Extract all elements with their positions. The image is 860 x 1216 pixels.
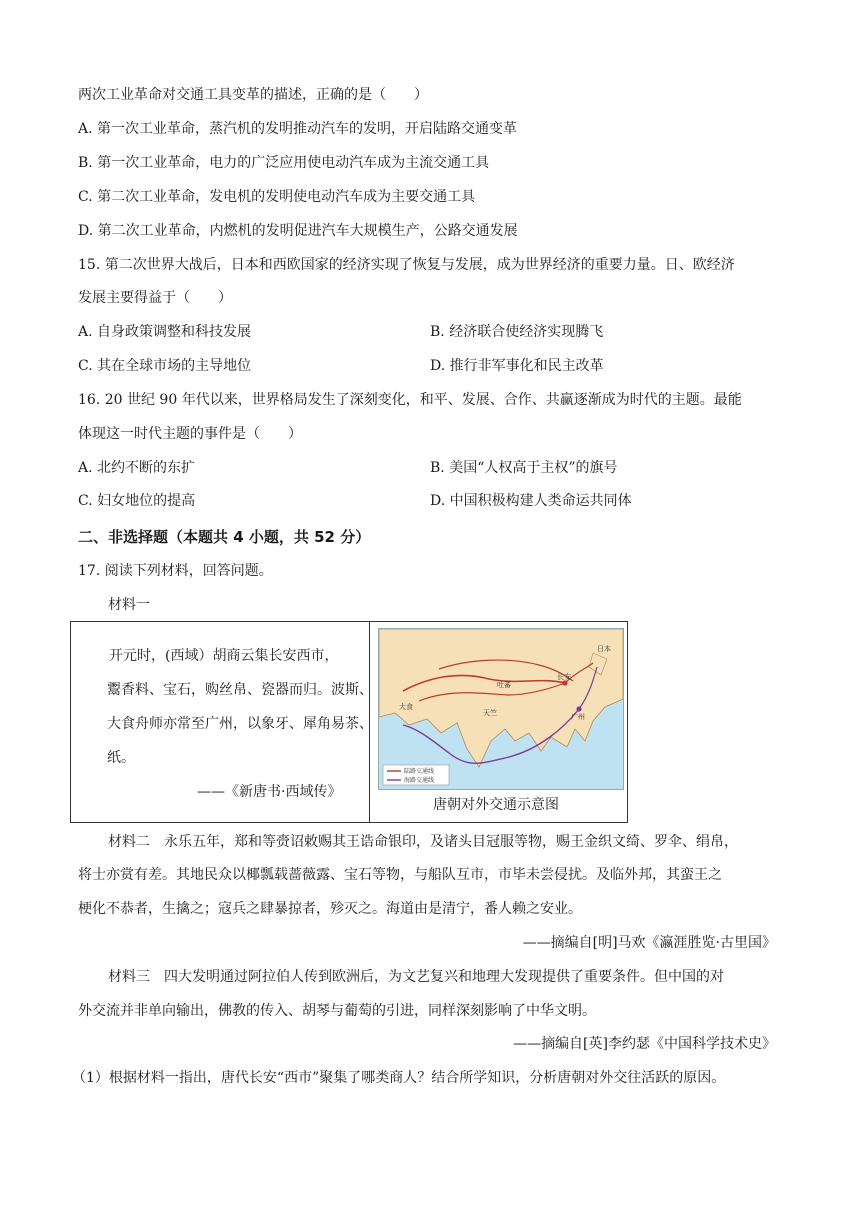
map-label: 日本 [597, 645, 611, 653]
q15-option-b: B. 经济联合使经济实现腾飞 [430, 324, 604, 340]
q15-stem-line2: 发展主要得益于（ ） [78, 290, 232, 306]
q17-stem: 17. 阅读下列材料，回答问题。 [78, 563, 273, 579]
map-city-marker [576, 706, 581, 711]
q14-option-d: D. 第二次工业革命，内燃机的发明促进汽车大规模生产，公路交通发展 [78, 223, 518, 239]
map-caption: 唐朝对外交通示意图 [433, 797, 559, 813]
q14-option-c: C. 第二次工业革命，发电机的发明使电动汽车成为主要交通工具 [78, 189, 476, 205]
q16-option-a: A. 北约不断的东扩 [78, 460, 196, 476]
q15-option-a: A. 自身政策调整和科技发展 [78, 324, 252, 340]
material1-line: 鬻香料、宝石，购丝帛、瓷器而归。波斯、 [107, 682, 373, 698]
q15-stem-line1: 15. 第二次世界大战后，日本和西欧国家的经济实现了恢复与发展，成为世界经济的重要力量。日、欧经济 [78, 257, 735, 273]
q16-stem-line2: 体现这一时代主题的事件是（ ） [78, 426, 302, 442]
material1-label: 材料一 [108, 597, 150, 613]
q16-option-d: D. 中国积极构建人类命运共同体 [430, 493, 632, 509]
material2-line3: 梗化不恭者，生擒之；寇兵之肆暴掠者，殄灭之。海道由是清宁，番人赖之安业。 [78, 901, 582, 917]
map-label: 长安 [557, 673, 571, 681]
material2-source: ——摘编自[明]马欢《瀛涯胜览·古里国》 [522, 935, 776, 951]
subquestion-1: （1）根据材料一指出，唐代长安“西市”聚集了哪类商人？结合所学知识，分析唐朝对外交往活跃的原因。 [72, 1070, 726, 1086]
q14-option-b: B. 第一次工业革命，电力的广泛应用使电动汽车成为主流交通工具 [78, 155, 490, 171]
legend-sea-label: 海路交通线 [404, 777, 435, 784]
map-label: 吐蕃 [497, 681, 511, 689]
map-legend [383, 765, 449, 785]
material2-line1: 材料二 永乐五年，郑和等赍诏敕赐其王诰命银印，及诸头目冠服等物，赐王金织文绮、罗伞、绢帛， [108, 834, 738, 850]
q16-option-c: C. 妇女地位的提高 [78, 493, 196, 509]
q15-option-d: D. 推行非军事化和民主改革 [430, 358, 604, 374]
q16-stem-line1: 16. 20 世纪 90 年代以来，世界格局发生了深刻变化，和平、发展、合作、共赢逐渐成为时代的主题。最能 [78, 392, 742, 408]
q14-option-a: A. 第一次工业革命，蒸汽机的发明推动汽车的发明，开启陆路交通变革 [78, 121, 518, 137]
material3-source: ——摘编自[英]李约瑟《中国科学技术史》 [513, 1036, 776, 1052]
q16-option-b: B. 美国“人权高于主权”的旗号 [430, 460, 618, 476]
material1-line: 开元时，(西域）胡商云集长安西市， [109, 648, 339, 664]
q15-option-c: C. 其在全球市场的主导地位 [78, 358, 252, 374]
material1-line: 纸。 [107, 750, 135, 766]
material3-line2: 外交流并非单向输出，佛教的传入、胡琴与葡萄的引进，同样深刻影响了中华文明。 [78, 1003, 596, 1019]
q14-stem: 两次工业革命对交通工具变革的描述，正确的是（ ） [78, 87, 428, 103]
map-city-marker [562, 680, 567, 685]
material2-line2: 将士亦赏有差。其地民众以椰瓢载蔷薇露、宝石等物，与船队互市，市毕未尝侵扰。及临外邦，其蛮王之 [78, 867, 722, 883]
tang-trade-map [378, 628, 624, 790]
map-label: 天竺 [483, 709, 497, 717]
section-heading: 二、非选择题（本题共 4 小题，共 52 分） [78, 528, 371, 546]
material1-table [70, 621, 628, 823]
map-label: 大食 [399, 703, 413, 711]
legend-land-label: 陆路交通线 [404, 768, 435, 775]
material3-line1: 材料三 四大发明通过阿拉伯人传到欧洲后，为文艺复兴和地理大发现提供了重要条件。但中国的对 [108, 969, 724, 985]
material1-source: ——《新唐书·西域传》 [197, 784, 342, 800]
map-label: 广州 [571, 713, 585, 721]
material1-line: 大食舟师亦常至广州，以象牙、犀角易茶、 [107, 716, 373, 732]
